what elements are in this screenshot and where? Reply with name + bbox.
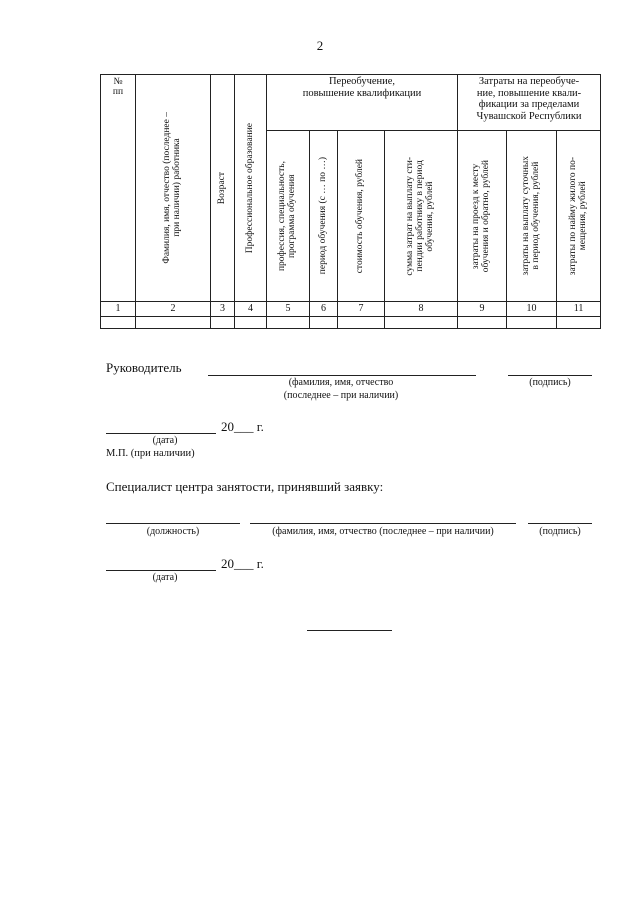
head-fio-caption: (фамилия, имя, отчество (последнее – при наличии) <box>283 377 399 401</box>
col-number-cell: 10 <box>507 302 557 317</box>
header-education: Профессиональное образование <box>235 75 267 302</box>
header-daily: затраты на выплату суточных в период обучения, рублей <box>507 131 557 302</box>
header-age: Возраст <box>211 75 235 302</box>
col-number-cell: 3 <box>211 302 235 317</box>
header-travel: затраты на проезд к месту обучения и обратно, рублей <box>458 131 507 302</box>
header-fio: Фамилия, имя, отчество (последнее – при наличии) работника <box>136 75 211 302</box>
header-period: период обучения (с … по …) <box>310 131 338 302</box>
col-number-cell: 4 <box>235 302 267 317</box>
col-number-cell: 2 <box>136 302 211 317</box>
application-table <box>100 74 601 329</box>
head-date-caption: (дата) <box>152 435 178 446</box>
header-stipend: сумма затрат на выплату сти- пендии работнику в период обучения, рублей <box>385 131 458 302</box>
specialist-position-line <box>106 523 240 524</box>
header-housing: затраты по найму жилого по- мещения, рублей <box>557 131 601 302</box>
col-number-cell: 6 <box>310 302 338 317</box>
col-number-cell: 7 <box>338 302 385 317</box>
col-number-cell: 5 <box>267 302 310 317</box>
head-label: Руководитель <box>106 360 182 375</box>
specialist-year: 20___ г. <box>221 556 264 571</box>
header-costs-outside: Затраты на переобуче- ние, повышение квали- фикации за пределами Чувашской Республики <box>458 75 601 131</box>
specialist-fio-caption: (фамилия, имя, отчество (последнее – при наличии) <box>272 526 494 537</box>
table-row <box>101 317 601 329</box>
col-number-cell: 1 <box>101 302 136 317</box>
page-number: 2 <box>316 38 324 53</box>
col-number-cell: 8 <box>385 302 458 317</box>
header-program: профессия, специальность, программа обучения <box>267 131 310 302</box>
header-number: № пп <box>101 75 136 302</box>
head-year: 20___ г. <box>221 419 264 434</box>
specialist-sign-line <box>528 523 592 524</box>
specialist-label: Специалист центра занятости, принявший заявку: <box>106 479 384 494</box>
header-cost: стоимость обучения, рублей <box>338 131 385 302</box>
specialist-sign-caption: (подпись) <box>539 526 581 537</box>
specialist-date-caption: (дата) <box>152 572 178 583</box>
col-number-cell: 9 <box>458 302 507 317</box>
specialist-fio-line <box>250 523 516 524</box>
end-separator-line <box>307 630 392 631</box>
specialist-position-caption: (должность) <box>146 526 200 537</box>
head-sign-caption: (подпись) <box>529 377 571 388</box>
stamp-note: М.П. (при наличии) <box>106 448 195 459</box>
col-number-cell: 11 <box>557 302 601 317</box>
header-retraining: Переобучение, повышение квалификации <box>267 75 458 131</box>
